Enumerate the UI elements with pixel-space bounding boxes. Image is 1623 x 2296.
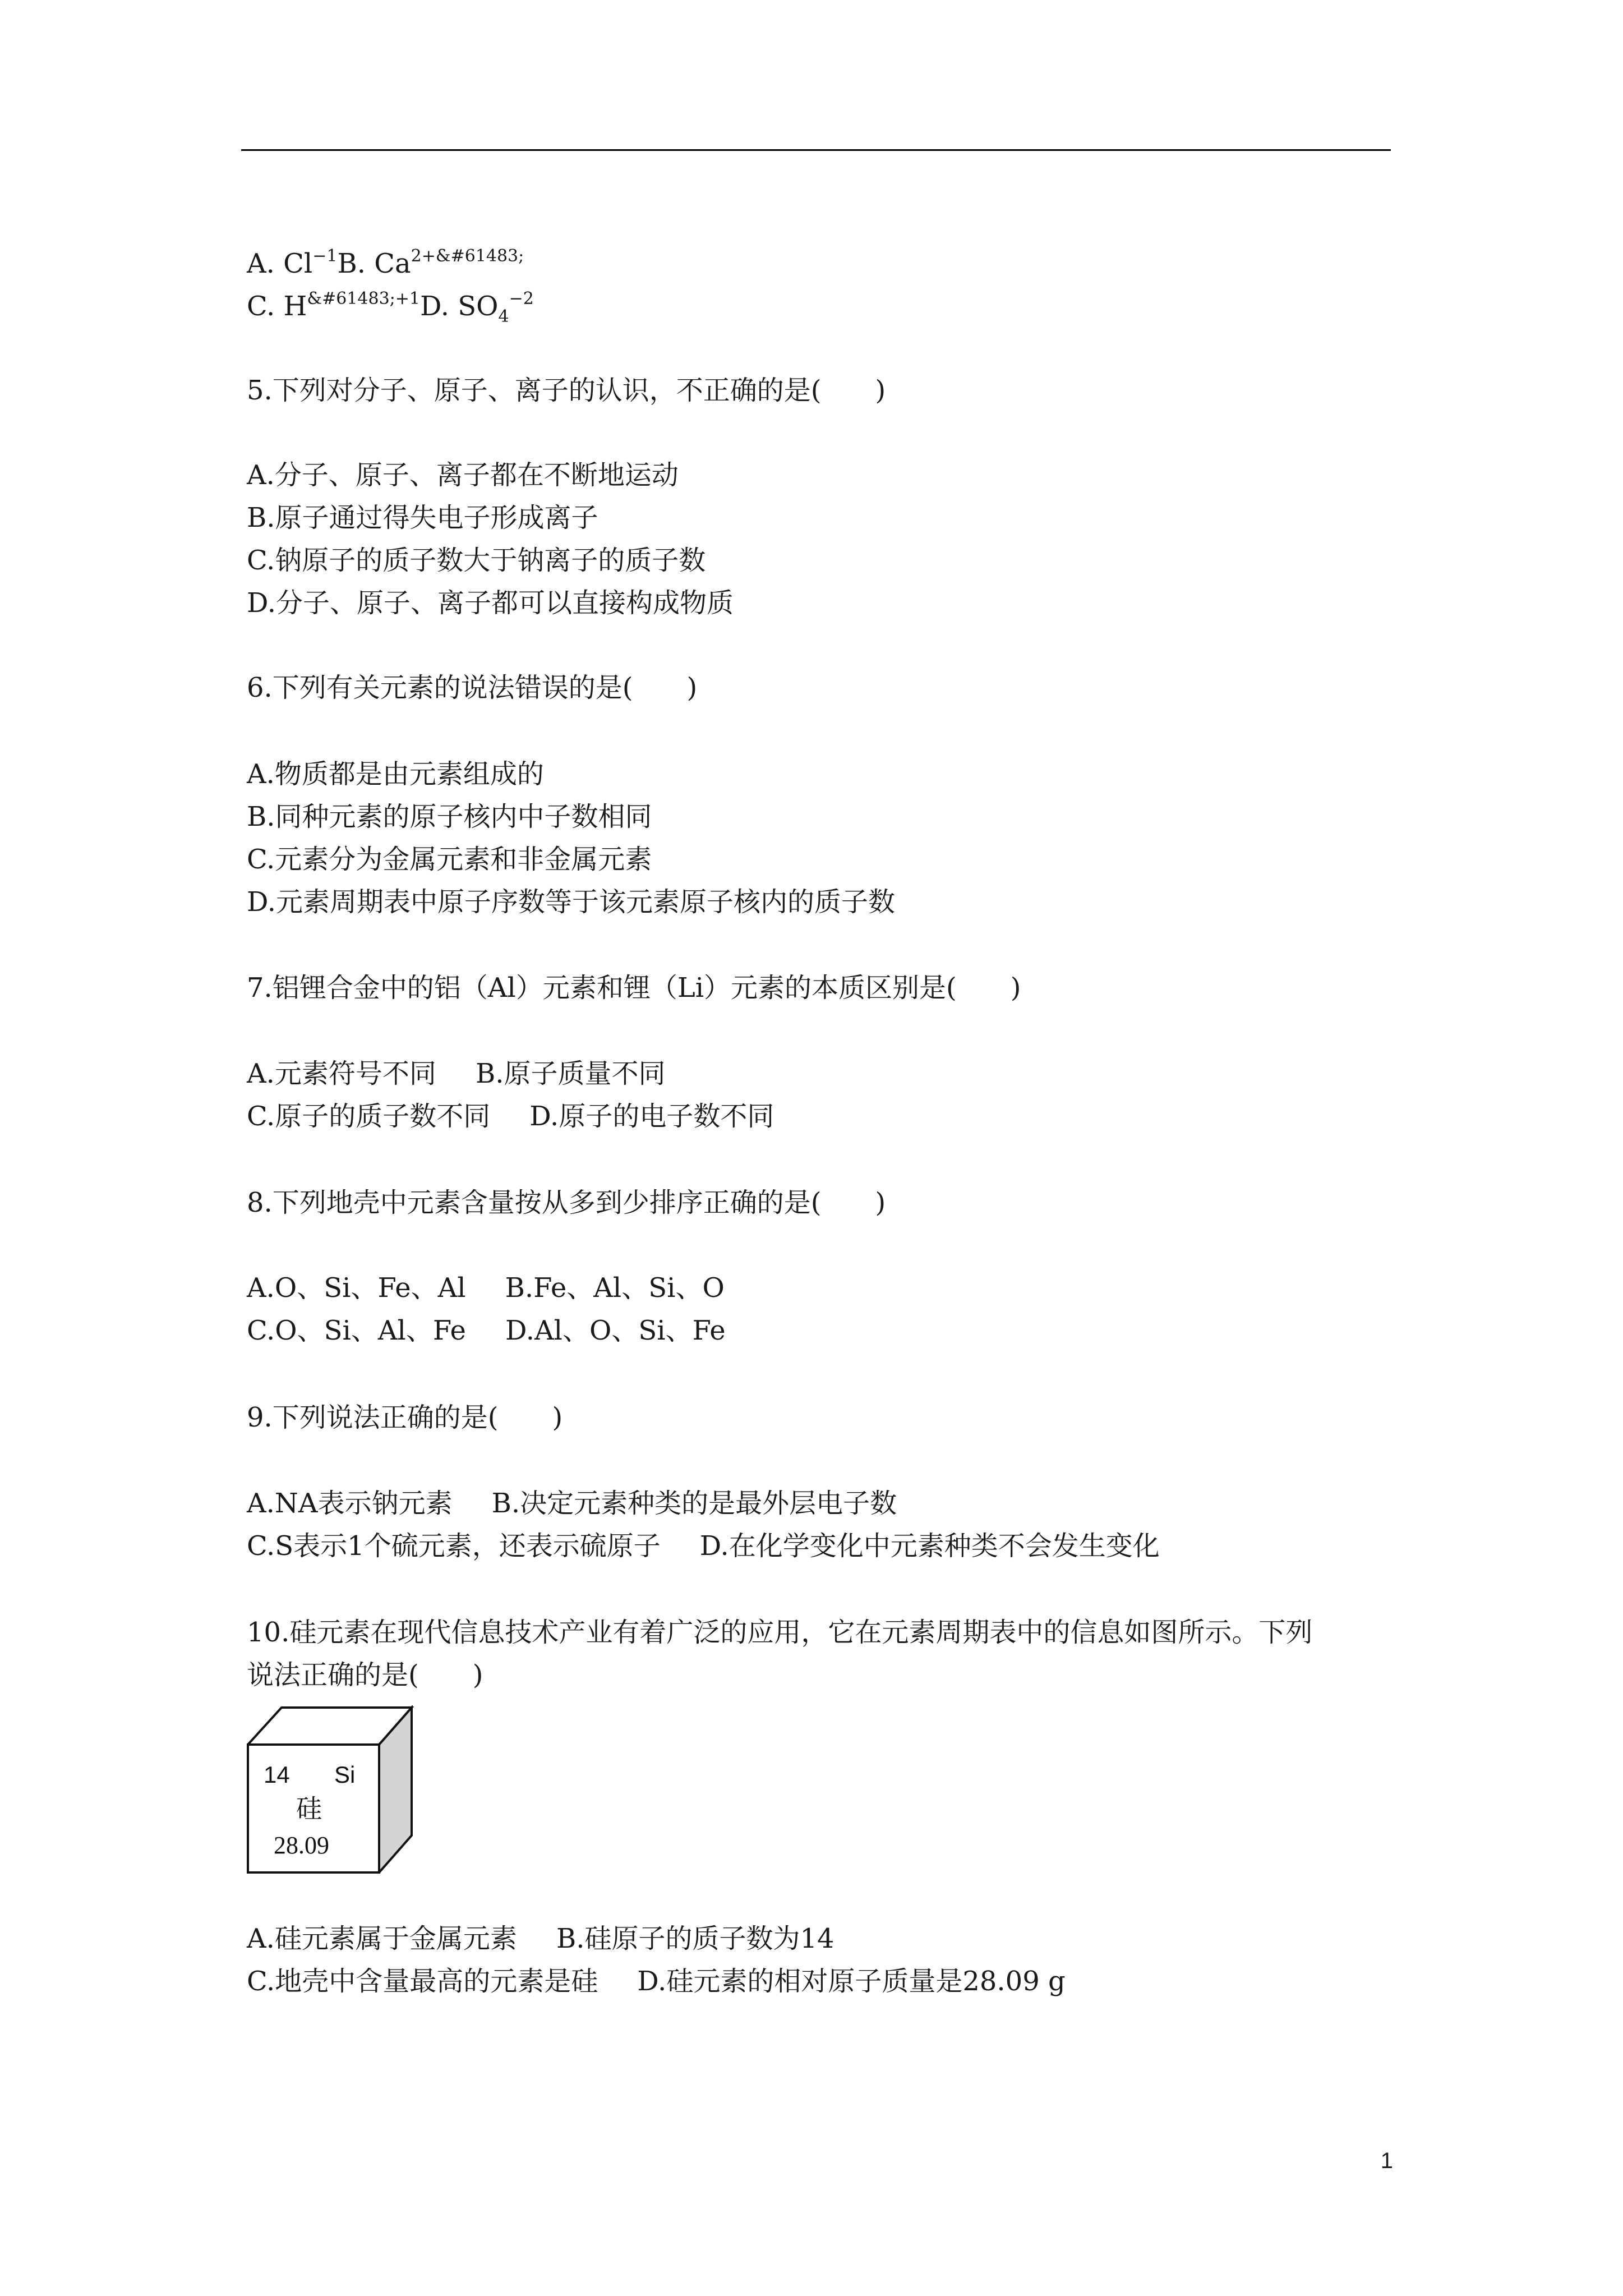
- q5-option-d: D.分子、原子、离子都可以直接构成物质: [247, 587, 734, 619]
- q7-stem: 7.铝锂合金中的铝（Al）元素和锂（Li）元素的本质区别是( ): [247, 972, 1021, 1004]
- q10-option-c: C.地壳中含量最高的元素是硅: [247, 1966, 598, 1997]
- q10-stem-line1: 10.硅元素在现代信息技术产业有着广泛的应用，它在元素周期表中的信息如图所示。下列: [247, 1617, 1313, 1648]
- q10-options-row1: [247, 1922, 834, 1955]
- q4-options-row1: [247, 247, 524, 284]
- q7-option-b: B.原子质量不同: [475, 1058, 666, 1089]
- q6-option-a: A.物质都是由元素组成的: [247, 758, 544, 790]
- q6-option-b: B.同种元素的原子核内中子数相同: [247, 801, 652, 832]
- q9-options-row1: [247, 1487, 897, 1520]
- q10-stem-line2: 说法正确的是( ): [247, 1659, 483, 1691]
- q5-option-b: B.原子通过得失电子形成离子: [247, 502, 598, 533]
- q10-options-row2: [247, 1964, 1066, 1998]
- q7-option-d: D.原子的电子数不同: [529, 1101, 774, 1132]
- q9-option-b: B.决定元素种类的是最外层电子数: [491, 1488, 897, 1519]
- q6-stem: 6.下列有关元素的说法错误的是( ): [247, 672, 698, 703]
- q4-option-c: C. $H^{\&\#61483;+1}$: [247, 289, 420, 322]
- q9-stem: 9.下列说法正确的是( ): [247, 1402, 563, 1433]
- q7-options-row2: [247, 1099, 774, 1133]
- q8-option-b: B.Fe、Al、Si、O: [505, 1272, 725, 1304]
- element-name: 硅: [296, 1793, 322, 1824]
- silicon-element-cube-figure: [247, 1705, 415, 1874]
- q8-option-d: D.Al、O、Si、Fe: [505, 1315, 726, 1346]
- q4-option-b: B. $Ca^{2+\&\#61483;}$: [337, 246, 524, 279]
- q9-option-d: D.在化学变化中元素种类不会发生变化: [699, 1530, 1160, 1562]
- q5-stem: 5.下列对分子、原子、离子的认识，不正确的是( ): [247, 375, 886, 406]
- q10-option-b: B.硅原子的质子数为14: [556, 1923, 834, 1954]
- q5-option-c: C.钠原子的质子数大于钠离子的质子数: [247, 545, 706, 576]
- q4-option-d: D. $SO_4^{-2}$: [420, 289, 534, 326]
- q7-option-c: C.原子的质子数不同: [247, 1101, 491, 1132]
- q10-option-a: A.硅元素属于金属元素: [247, 1923, 517, 1954]
- element-mass: 28.09: [274, 1832, 329, 1859]
- q8-option-c: C.O、Si、Al、Fe: [247, 1315, 466, 1346]
- header-rule: [241, 149, 1391, 151]
- page-number: 1: [1380, 2148, 1393, 2173]
- q8-stem: 8.下列地壳中元素含量按从多到少排序正确的是( ): [247, 1187, 886, 1218]
- q8-option-a: A.O、Si、Fe、Al: [247, 1272, 466, 1304]
- element-number: 14: [264, 1761, 290, 1788]
- element-symbol: Si: [334, 1761, 356, 1788]
- q10-option-d: D.硅元素的相对原子质量是28.09 g: [637, 1966, 1066, 1997]
- q6-option-d: D.元素周期表中原子序数等于该元素原子核内的质子数: [247, 886, 896, 918]
- q4-option-a: A. $Cl^{-1}$: [247, 246, 338, 279]
- q9-option-c: C.S表示1个硫元素，还表示硫原子: [247, 1530, 661, 1562]
- q8-options-row1: [247, 1271, 725, 1305]
- q7-option-a: A.元素符号不同: [247, 1058, 436, 1089]
- q6-option-c: C.元素分为金属元素和非金属元素: [247, 844, 652, 875]
- q8-options-row2: [247, 1314, 726, 1347]
- q4-options-row2: [247, 289, 534, 327]
- q9-options-row2: [247, 1529, 1160, 1563]
- q9-option-a: A.NA表示钠元素: [247, 1488, 453, 1519]
- q5-option-a: A.分子、原子、离子都在不断地运动: [247, 459, 679, 491]
- q7-options-row1: [247, 1057, 665, 1091]
